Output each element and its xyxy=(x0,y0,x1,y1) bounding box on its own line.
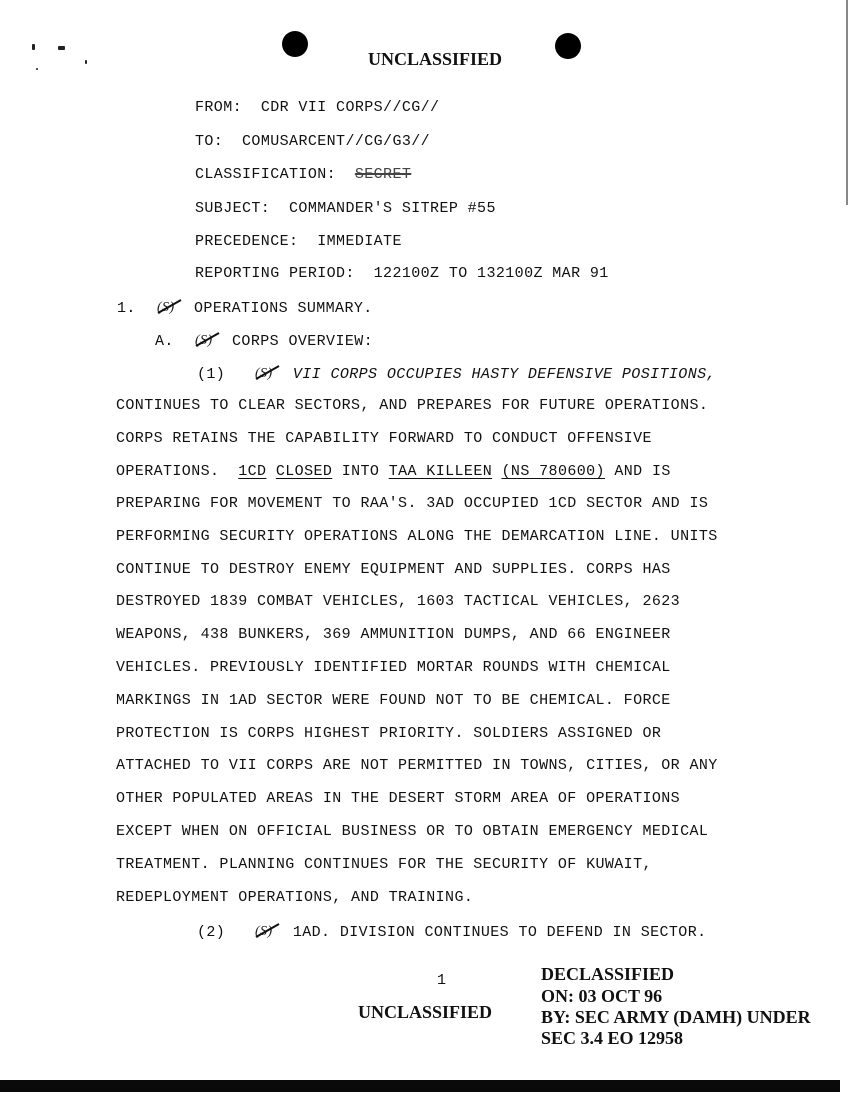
struck-secret-marking xyxy=(155,298,185,314)
struck-secret-marking xyxy=(253,922,283,938)
section-a-heading xyxy=(155,331,373,351)
header-classification: UNCLASSIFIED xyxy=(368,49,503,69)
scan-speck xyxy=(36,68,38,70)
para-1-line: CORPS RETAINS THE CAPABILITY FORWARD TO CONDUCT OFFENSIVE xyxy=(116,430,652,447)
from-value: CDR VII CORPS//CG// xyxy=(260,99,440,116)
scan-speck xyxy=(85,60,87,64)
declass-line: SEC 3.4 EO 12958 xyxy=(541,1028,684,1048)
section-1-title: OPERATIONS SUMMARY. xyxy=(194,300,373,317)
para-2-number: (2) xyxy=(197,924,226,941)
underlined-closed: CLOSED xyxy=(275,463,333,480)
section-1-heading xyxy=(117,298,373,318)
underlined-unit: 1CD xyxy=(238,463,267,480)
para-1-text: VII CORPS OCCUPIES HASTY DEFENSIVE POSITIONS, xyxy=(292,366,716,383)
reporting-period-line xyxy=(195,265,609,283)
marking-text: (S) xyxy=(156,300,175,314)
reporting-period-value: 122100Z TO 132100Z MAR 91 xyxy=(373,265,609,282)
para-1-line: CONTINUE TO DESTROY ENEMY EQUIPMENT AND SUPPLIES. CORPS HAS xyxy=(116,561,671,578)
para-1-line: ATTACHED TO VII CORPS ARE NOT PERMITTED IN TOWNS, CITIES, OR ANY xyxy=(116,757,718,774)
to-label: TO: xyxy=(195,133,224,150)
para-1-line: EXCEPT WHEN ON OFFICIAL BUSINESS OR TO OBTAIN EMERGENCY MEDICAL xyxy=(116,823,709,840)
scan-speck xyxy=(58,46,65,50)
para-1-line: CONTINUES TO CLEAR SECTORS, AND PREPARES FOR FUTURE OPERATIONS. xyxy=(116,397,709,414)
section-a-letter: A. xyxy=(155,333,174,350)
para-1-line: OTHER POPULATED AREAS IN THE DESERT STORM AREA OF OPERATIONS xyxy=(116,790,681,807)
scan-bottom-border xyxy=(0,1080,840,1092)
para-1-line: VEHICLES. PREVIOUSLY IDENTIFIED MORTAR ROUNDS WITH CHEMICAL xyxy=(116,659,671,676)
para-1-line: WEAPONS, 438 BUNKERS, 369 AMMUNITION DUMPS, AND 66 ENGINEER xyxy=(116,626,671,643)
scan-edge-line xyxy=(846,0,848,205)
underlined-taa: TAA KILLEEN xyxy=(388,463,493,480)
struck-secret-marking xyxy=(193,331,223,347)
footer-classification: UNCLASSIFIED xyxy=(358,1002,493,1022)
section-1-number: 1. xyxy=(117,300,136,317)
marking-text: (S) xyxy=(255,366,273,380)
subject-line xyxy=(195,200,496,218)
to-value: COMUSARCENT//CG/G3// xyxy=(242,133,431,150)
para-1-fragment: INTO xyxy=(341,463,380,480)
declass-line: BY: SEC ARMY (DAMH) UNDER xyxy=(541,1007,811,1027)
marking-text: (S) xyxy=(194,333,213,347)
para-2-line xyxy=(197,922,707,942)
para-1-line: PREPARING FOR MOVEMENT TO RAA'S. 3AD OCCUPIED 1CD SECTOR AND IS xyxy=(116,495,709,512)
precedence-line xyxy=(195,233,402,251)
classification-value-struck: SECRET xyxy=(354,166,412,183)
to-line xyxy=(195,133,430,151)
classification-label: CLASSIFICATION: xyxy=(195,166,337,183)
struck-secret-marking xyxy=(253,364,283,380)
marking-text: (S) xyxy=(255,924,273,938)
from-label: FROM: xyxy=(195,99,243,116)
scan-speck xyxy=(32,44,35,50)
para-1-line xyxy=(116,463,671,481)
from-line xyxy=(195,99,439,117)
para-1-line: MARKINGS IN 1AD SECTOR WERE FOUND NOT TO BE CHEMICAL. FORCE xyxy=(116,692,671,709)
section-a-title: CORPS OVERVIEW: xyxy=(232,333,374,350)
classification-line xyxy=(195,166,411,184)
subject-value: COMMANDER'S SITREP #55 xyxy=(289,200,496,217)
precedence-label: PRECEDENCE: xyxy=(195,233,299,250)
punch-hole-left xyxy=(282,31,308,57)
para-1-line: PERFORMING SECURITY OPERATIONS ALONG THE DEMARCATION LINE. UNITS xyxy=(116,528,718,545)
underlined-grid: (NS 780600) xyxy=(501,463,605,480)
declass-line: DECLASSIFIED xyxy=(541,964,675,984)
subject-label: SUBJECT: xyxy=(195,200,271,217)
page-number: 1 xyxy=(437,972,447,989)
punch-hole-right xyxy=(555,33,581,59)
reporting-period-label: REPORTING PERIOD: xyxy=(195,265,355,282)
para-1-first-line xyxy=(197,364,716,384)
para-1-line: PROTECTION IS CORPS HIGHEST PRIORITY. SOLDIERS ASSIGNED OR xyxy=(116,725,662,742)
declass-line: ON: 03 OCT 96 xyxy=(541,986,663,1006)
para-1-fragment: AND IS xyxy=(614,463,671,480)
para-2-text: 1AD. DIVISION CONTINUES TO DEFEND IN SECTOR. xyxy=(292,924,707,941)
para-1-line: DESTROYED 1839 COMBAT VEHICLES, 1603 TACTICAL VEHICLES, 2623 xyxy=(116,593,681,610)
para-1-line: REDEPLOYMENT OPERATIONS, AND TRAINING. xyxy=(116,889,474,906)
precedence-value: IMMEDIATE xyxy=(317,233,402,250)
para-1-number: (1) xyxy=(197,366,226,383)
para-1-line: TREATMENT. PLANNING CONTINUES FOR THE SECURITY OF KUWAIT, xyxy=(116,856,652,873)
para-1-fragment: OPERATIONS. xyxy=(116,463,220,480)
